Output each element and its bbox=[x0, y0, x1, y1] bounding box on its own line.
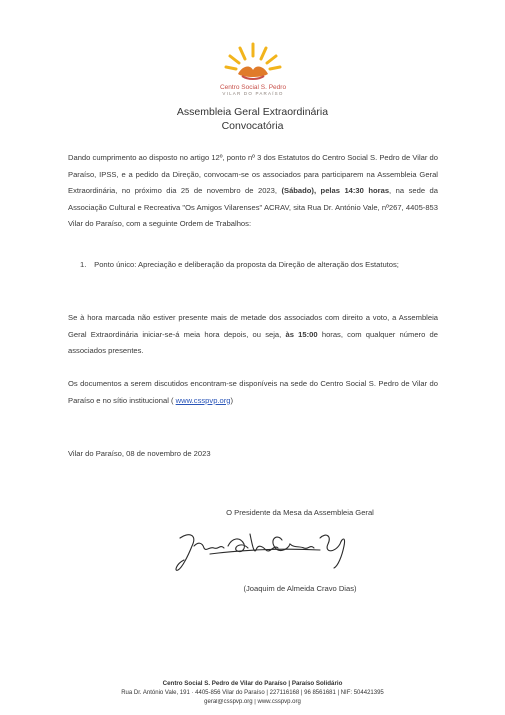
footer-organization: Centro Social S. Pedro de Vilar do Paraíso | Paraíso Solidário bbox=[162, 680, 343, 687]
footer-address: Rua Dr. António Vale, 191 · 4405-856 Vilar do Paraíso | 227116168 | 96 8561681 | NIF: 504421395 bbox=[121, 690, 384, 696]
paragraph-text: Os documentos a serem discutidos encontram-se disponíveis na sede do Centro Social S. Pedro de Vilar do Paraíso e no sítio institucional ( bbox=[68, 379, 438, 405]
paragraph-bold-text: (Sábado), pelas 14:30 horas bbox=[281, 186, 390, 195]
document-subtitle: Convocatória bbox=[221, 120, 284, 132]
paragraph-text: horas, com qualquer número de associados presentes. bbox=[68, 329, 438, 355]
agenda-item-text: Ponto único: Apreciação e deliberação da proposta da Direção de alteração dos Estatutos; bbox=[94, 260, 399, 269]
agenda-item bbox=[80, 258, 450, 272]
paragraph-text: Se à hora marcada não estiver presente mais de metade dos associados com direito a voto, a Assembleia Geral Extraordinária iniciar-se-á meia hora depois, ou seja, bbox=[68, 313, 438, 339]
document-title: Assembleia Geral Extraordinária bbox=[176, 106, 329, 118]
date-line: Vilar do Paraíso, 08 de novembro de 2023 bbox=[68, 449, 211, 458]
paragraph-bold-text: às 15:00 bbox=[285, 329, 318, 339]
handwritten-signature-icon bbox=[170, 524, 370, 574]
paragraph-text: Dando cumprimento ao disposto no artigo 12º, ponto nº 3 dos Estatutos do Centro Social S. Pedro de Vilar do Paraíso, IPSS, e a pedido da Direção, convocam-se os associados para participarem na Assembleia Geral Extraordinária, no próximo dia 25 de novembro de 2023, bbox=[68, 153, 438, 195]
logo-subtitle: VILAR DO PARAÍSO bbox=[222, 91, 284, 96]
paragraph-text: ) bbox=[230, 395, 234, 405]
paragraph-documents bbox=[68, 376, 438, 409]
website-link[interactable]: www.csspvp.org bbox=[175, 395, 231, 405]
paragraph-quorum bbox=[68, 310, 438, 360]
signatory-name: (Joaquim de Almeida Cravo Dias) bbox=[243, 584, 357, 593]
logo-name: Centro Social S. Pedro bbox=[219, 84, 287, 91]
signatory-title: O Presidente da Mesa da Assembleia Geral bbox=[226, 508, 374, 517]
paragraph-text: , na sede da Associação Cultural e Recreativa "Os Amigos Vilarenses" ACRAV, sita Rua Dr. António Vale, nº267, 4405-853 Vilar do Paraíso, com a seguinte Ordem de Trabalhos: bbox=[68, 186, 438, 228]
sun-hands-logo-icon bbox=[222, 40, 284, 88]
paragraph-convocation bbox=[68, 150, 438, 233]
agenda-item-number: 1. bbox=[80, 260, 87, 269]
footer-contacts: geral@csspvp.org | www.csspvp.org bbox=[204, 699, 301, 705]
